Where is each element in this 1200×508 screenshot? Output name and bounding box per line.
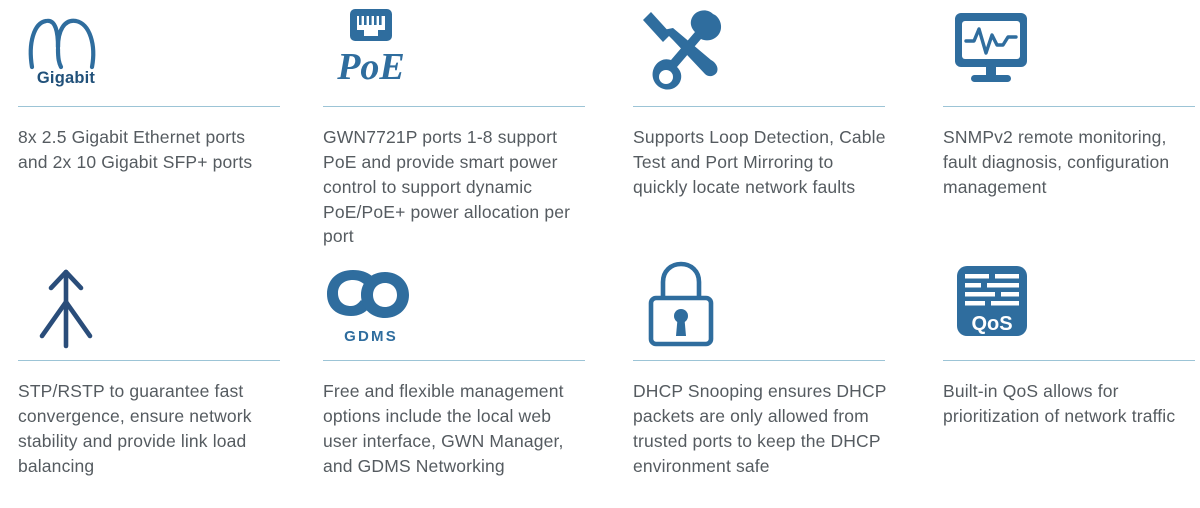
feature-card-diagnostics	[615, 0, 925, 254]
feature-text: Built-in QoS allows for prioritization of network traffic	[943, 381, 1176, 426]
svg-text:QoS: QoS	[971, 313, 1013, 335]
feature-text: STP/RSTP to guarantee fast convergence, ensure network stability and provide link load balancing	[18, 381, 252, 476]
divider	[633, 360, 885, 361]
feature-text: DHCP Snooping ensures DHCP packets are only allowed from trusted ports to keep the DHCP environment safe	[633, 381, 887, 476]
icon-area	[633, 0, 903, 104]
feature-card-poe	[305, 0, 615, 254]
icon-area	[943, 254, 1178, 358]
feature-card-qos	[925, 254, 1200, 508]
feature-card-snmp	[925, 0, 1200, 254]
divider	[323, 106, 585, 107]
feature-text: 8x 2.5 Gigabit Ethernet ports and 2x 10 Gigabit SFP+ ports	[18, 127, 253, 172]
feature-text: GWN7721P ports 1-8 support PoE and provide smart power control to support dynamic PoE/PoE+ power allocation per port	[323, 127, 571, 247]
icon-area	[18, 0, 283, 104]
icon-area	[633, 254, 903, 358]
divider	[943, 106, 1195, 107]
divider	[18, 106, 280, 107]
spanning-tree-arrow-icon	[18, 258, 114, 350]
qos-equalizer-icon	[943, 258, 1039, 350]
icon-area	[943, 0, 1178, 104]
tools-wrench-screwdriver-icon	[633, 4, 729, 96]
gigabit-icon	[18, 4, 114, 96]
monitor-heartbeat-icon	[943, 4, 1039, 96]
feature-card-dhcp-snooping	[615, 254, 925, 508]
icon-area	[323, 254, 593, 358]
gdms-icon-label: GDMS	[344, 327, 398, 345]
feature-card-gigabit	[0, 0, 305, 254]
gigabit-icon-label: Gigabit	[36, 68, 96, 87]
feature-text: Supports Loop Detection, Cable Test and Port Mirroring to quickly locate network faults	[633, 127, 886, 197]
divider	[943, 360, 1195, 361]
padlock-icon	[633, 258, 729, 350]
icon-area	[18, 254, 283, 358]
feature-card-gdms	[305, 254, 615, 508]
feature-text: SNMPv2 remote monitoring, fault diagnosis, configuration management	[943, 127, 1170, 197]
feature-card-stp	[0, 254, 305, 508]
feature-text: Free and flexible management options include the local web user interface, GWN Manager, and GDMS Networking	[323, 381, 564, 476]
gdms-cloud-link-icon	[323, 258, 419, 350]
divider	[323, 360, 585, 361]
divider	[18, 360, 280, 361]
svg-text:PoE: PoE	[337, 46, 405, 88]
poe-icon	[323, 4, 419, 96]
icon-area	[323, 0, 593, 104]
divider	[633, 106, 885, 107]
